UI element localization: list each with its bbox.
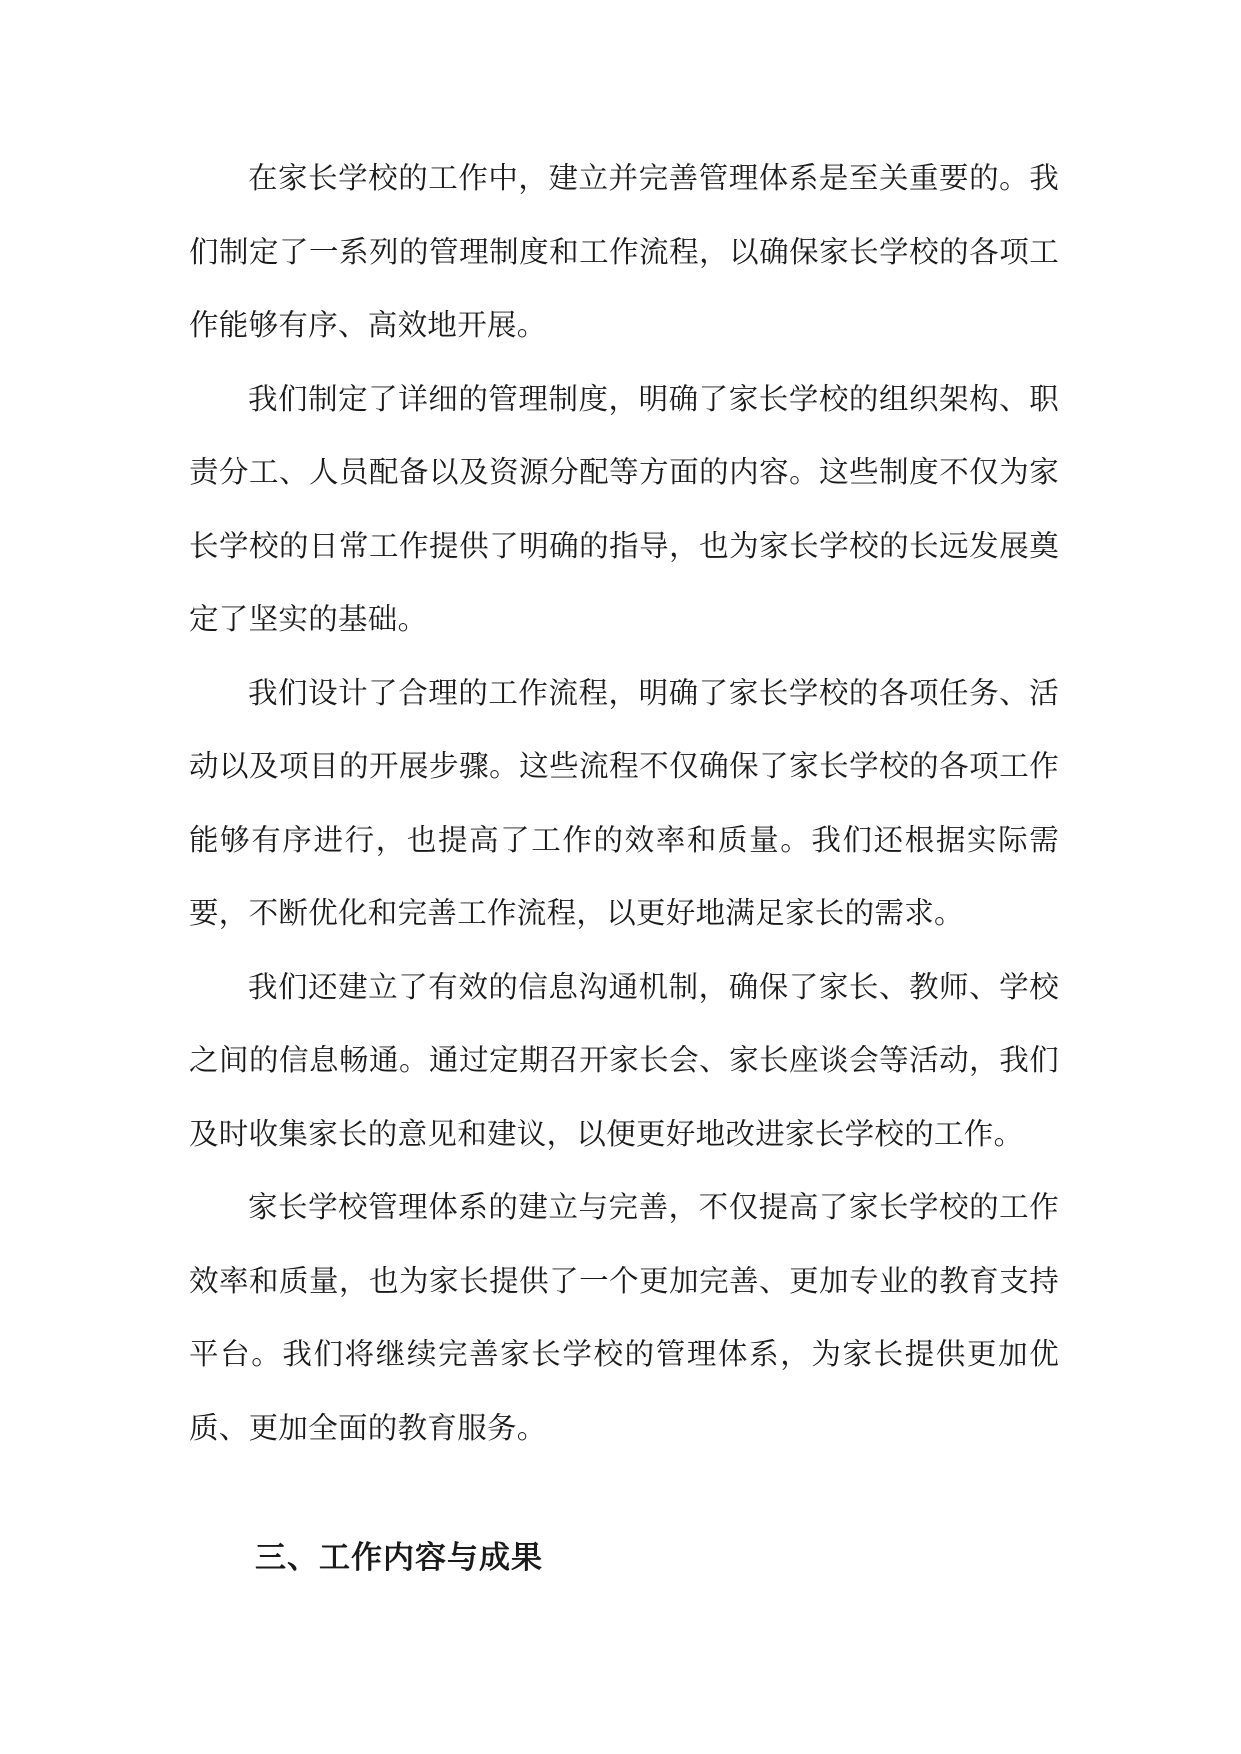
paragraph: 我们还建立了有效的信息沟通机制，确保了家长、教师、学校之间的信息畅通。通过定期召开家长会、家长座谈会等活动，我们及时收集家长的意见和建议，以便更好地改进家长学校的工作。 [189,969,1059,1151]
paragraph: 我们制定了详细的管理制度，明确了家长学校的组织架构、职责分工、人员配备以及资源分配等方面的内容。这些制度不仅为家长学校的日常工作提供了明确的指导，也为家长学校的长远发展奠定了坚实的基础。 [189,381,1059,636]
paragraph: 在家长学校的工作中，建立并完善管理体系是至关重要的。我们制定了一系列的管理制度和工作流程，以确保家长学校的各项工作能够有序、高效地开展。 [189,161,1059,342]
paragraph: 我们设计了合理的工作流程，明确了家长学校的各项任务、活动以及项目的开展步骤。这些流程不仅确保了家长学校的各项工作能够有序进行，也提高了工作的效率和质量。我们还根据实际需要，不断优化和完善工作流程，以更好地满足家长的需求。 [189,675,1059,930]
section-heading: 三、工作内容与成果 [255,1540,543,1576]
body-text [189,142,1059,1465]
paragraph: 家长学校管理体系的建立与完善，不仅提高了家长学校的工作效率和质量，也为家长提供了一个更加完善、更加专业的教育支持平台。我们将继续完善家长学校的管理体系，为家长提供更加优质、更加全面的教育服务。 [189,1190,1059,1445]
